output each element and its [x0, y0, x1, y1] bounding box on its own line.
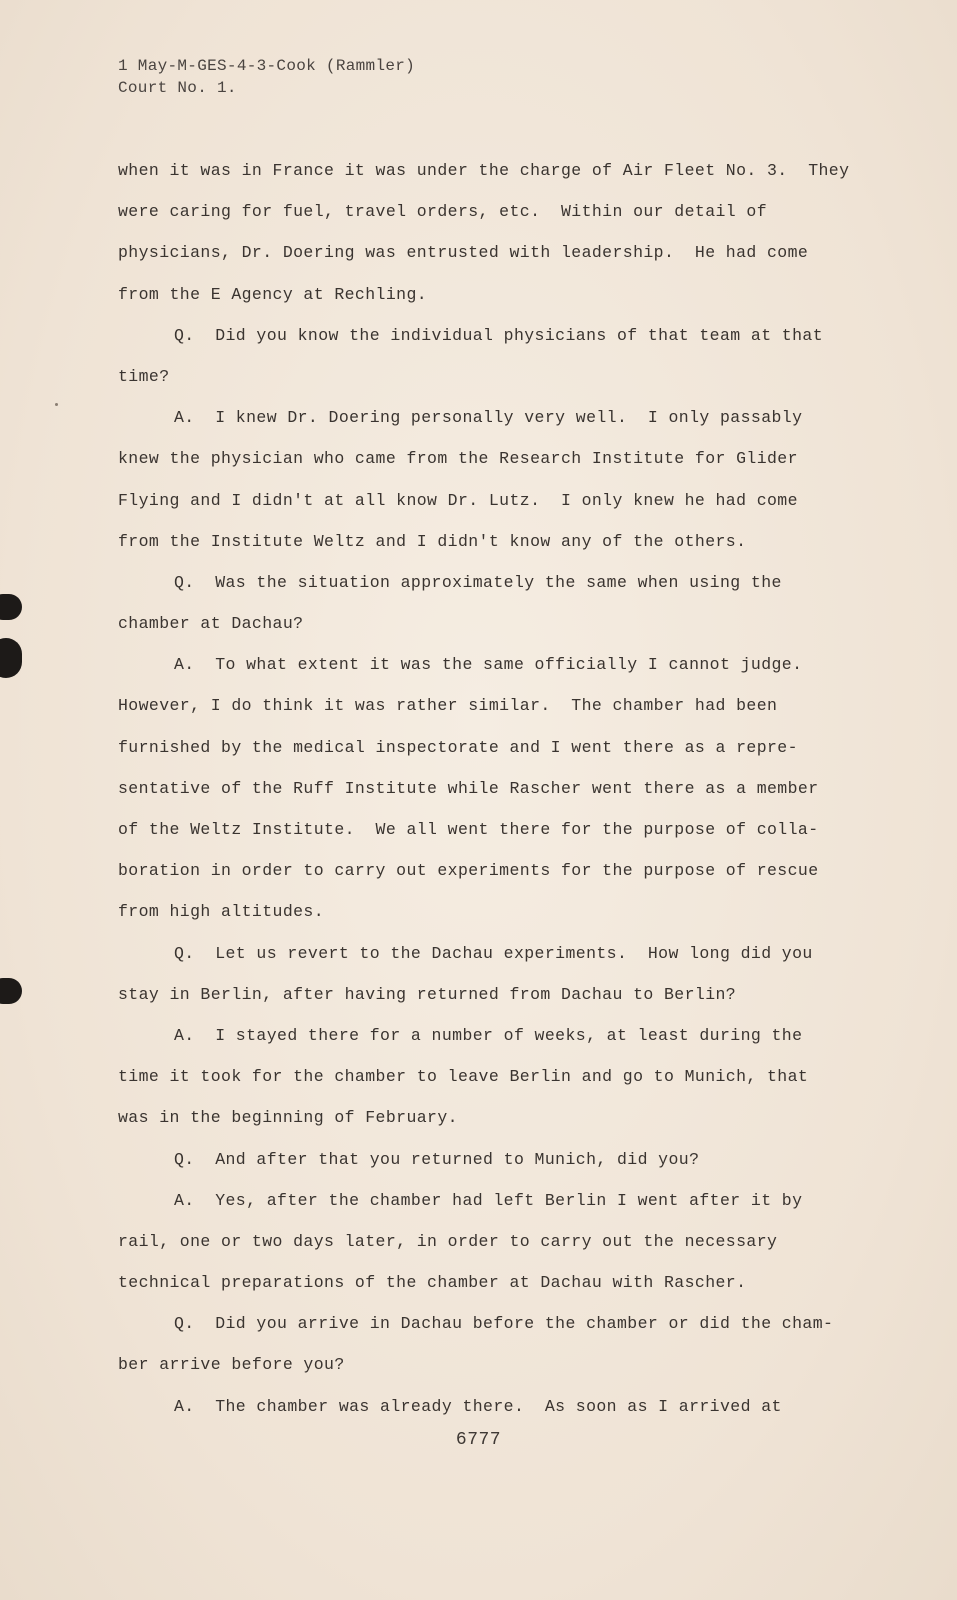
header-court-line: Court No. 1.: [118, 79, 237, 97]
transcript-line: Q. Was the situation approximately the same when using the: [174, 572, 782, 592]
transcript-line: stay in Berlin, after having returned from Dachau to Berlin?: [118, 984, 737, 1004]
transcript-line: Flying and I didn't at all know Dr. Lutz. I only knew he had come: [118, 490, 798, 510]
transcript-line: A. I knew Dr. Doering personally very well. I only passably: [174, 408, 803, 428]
document-header: [118, 55, 415, 99]
paper-speck: [55, 403, 58, 406]
transcript-line: However, I do think it was rather similar. The chamber had been: [118, 696, 778, 716]
header-docket-line: 1 May-M-GES-4-3-Cook (Rammler): [118, 57, 416, 75]
transcript-line: A. To what extent it was the same officially I cannot judge.: [174, 655, 803, 675]
transcript-line: A. I stayed there for a number of weeks, at least during the: [174, 1025, 803, 1045]
transcript-line: knew the physician who came from the Research Institute for Glider: [118, 449, 798, 469]
transcript-line: ber arrive before you?: [118, 1355, 345, 1375]
transcript-line: A. The chamber was already there. As soon as I arrived at: [174, 1396, 782, 1416]
transcript-line: technical preparations of the chamber at Dachau with Rascher.: [118, 1273, 747, 1293]
transcript-line: from the E Agency at Rechling.: [118, 284, 428, 304]
transcript-line: from the Institute Weltz and I didn't know any of the others.: [118, 531, 747, 551]
transcript-line: from high altitudes.: [118, 902, 325, 922]
binder-hole-top: [0, 594, 22, 620]
transcript-line: Q. Did you arrive in Dachau before the chamber or did the cham-: [174, 1314, 834, 1334]
transcript-line: sentative of the Ruff Institute while Rascher went there as a member: [118, 778, 819, 798]
transcript-line: Q. Let us revert to the Dachau experiments. How long did you: [174, 943, 813, 963]
transcript-line: time?: [118, 366, 170, 386]
transcript-line: Q. Did you know the individual physicians of that team at that: [174, 325, 824, 345]
transcript-line: Q. And after that you returned to Munich, did you?: [174, 1149, 700, 1169]
transcript-line: was in the beginning of February.: [118, 1108, 458, 1128]
transcript-line: of the Weltz Institute. We all went there for the purpose of colla-: [118, 820, 819, 839]
transcript-body: [118, 150, 848, 1427]
transcript-line: physicians, Dr. Doering was entrusted with leadership. He had come: [118, 243, 809, 263]
transcript-line: time it took for the chamber to leave Berlin and go to Munich, that: [118, 1067, 809, 1087]
transcript-line: furnished by the medical inspectorate and I went there as a repre-: [118, 737, 798, 757]
transcript-line: A. Yes, after the chamber had left Berlin I went after it by: [174, 1190, 803, 1210]
transcript-line: were caring for fuel, travel orders, etc. Within our detail of: [118, 202, 768, 222]
transcript-line: boration in order to carry out experiments for the purpose of rescue: [118, 861, 819, 881]
binder-hole-middle: [0, 638, 22, 678]
transcript-line: chamber at Dachau?: [118, 614, 304, 634]
page-number: 6777: [455, 1430, 502, 1450]
transcript-line: rail, one or two days later, in order to carry out the necessary: [118, 1231, 778, 1251]
binder-hole-lower: [0, 978, 22, 1004]
transcript-line: when it was in France it was under the charge of Air Fleet No. 3. They: [118, 161, 850, 180]
